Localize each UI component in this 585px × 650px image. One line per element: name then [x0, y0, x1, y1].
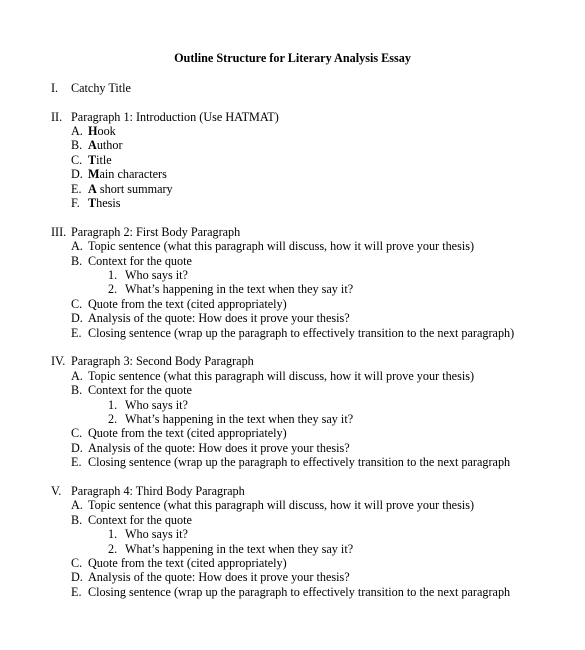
- acronym-initial: H: [88, 124, 98, 138]
- item-text: Quote from the text (cited appropriately): [88, 426, 287, 440]
- subitem-text: Who says it?: [125, 527, 188, 541]
- item-letter: E.: [71, 326, 82, 340]
- subitem-text: Who says it?: [125, 268, 188, 282]
- item-text: Topic sentence (what this paragraph will discuss, how it will prove your thesis): [88, 369, 475, 383]
- item-letter: B.: [71, 138, 83, 152]
- acronym-initial: A: [88, 138, 97, 152]
- item-text: [88, 124, 116, 138]
- item-letter: B.: [71, 513, 83, 527]
- item-letter: A.: [71, 239, 83, 253]
- item-text: Context for the quote: [88, 513, 192, 527]
- item-text-rest: uthor: [96, 138, 123, 152]
- subitem-number: 2.: [108, 412, 118, 426]
- item-text: Topic sentence (what this paragraph will discuss, how it will prove your thesis): [88, 239, 475, 253]
- item-text-rest: short summary: [96, 182, 173, 196]
- subitem-number: 1.: [108, 398, 118, 412]
- item-text-rest: ain characters: [99, 167, 167, 181]
- subitem-text: What’s happening in the text when they say it?: [125, 412, 354, 426]
- item-text: Analysis of the quote: How does it prove your thesis?: [88, 570, 350, 584]
- subitem-text: Who says it?: [125, 398, 188, 412]
- acronym-initial: T: [88, 196, 97, 210]
- item-text: Context for the quote: [88, 254, 192, 268]
- section-number: IV.: [51, 354, 66, 368]
- subitem-number: 2.: [108, 542, 118, 556]
- item-letter: A.: [71, 498, 83, 512]
- acronym-initial: M: [88, 167, 100, 181]
- item-text-rest: ook: [97, 124, 116, 138]
- item-text: Topic sentence (what this paragraph will discuss, how it will prove your thesis): [88, 498, 475, 512]
- document-title: Outline Structure for Literary Analysis Essay: [174, 51, 411, 65]
- subitem-text: What’s happening in the text when they say it?: [125, 542, 354, 556]
- item-letter: D.: [71, 441, 83, 455]
- item-letter: D.: [71, 167, 83, 181]
- item-text: [88, 167, 167, 181]
- item-text: [88, 182, 173, 196]
- section-number: III.: [51, 225, 67, 239]
- item-text: Quote from the text (cited appropriately): [88, 556, 287, 570]
- item-letter: C.: [71, 556, 83, 570]
- section-heading: Paragraph 4: Third Body Paragraph: [71, 484, 245, 498]
- item-text-rest: itle: [96, 153, 112, 167]
- section-heading: Paragraph 3: Second Body Paragraph: [71, 354, 254, 368]
- item-text-rest: hesis: [96, 196, 121, 210]
- item-text: Closing sentence (wrap up the paragraph to effectively transition to the next paragraph): [88, 326, 515, 340]
- subitem-number: 2.: [108, 282, 118, 296]
- item-letter: F.: [71, 196, 80, 210]
- item-text: Analysis of the quote: How does it prove your thesis?: [88, 441, 350, 455]
- item-text: Closing sentence (wrap up the paragraph to effectively transition to the next paragraph: [88, 455, 511, 469]
- item-letter: D.: [71, 570, 83, 584]
- item-letter: E.: [71, 585, 82, 599]
- section-heading: Paragraph 2: First Body Paragraph: [71, 225, 241, 239]
- acronym-initial: A: [88, 182, 97, 196]
- item-text: Context for the quote: [88, 383, 192, 397]
- item-letter: C.: [71, 297, 83, 311]
- item-text: [88, 196, 121, 210]
- item-letter: E.: [71, 182, 82, 196]
- item-letter: A.: [71, 124, 83, 138]
- section-heading: Paragraph 1: Introduction (Use HATMAT): [71, 110, 279, 124]
- item-letter: E.: [71, 455, 82, 469]
- item-text: Analysis of the quote: How does it prove your thesis?: [88, 311, 350, 325]
- section-heading: Catchy Title: [71, 81, 131, 95]
- item-text: [88, 153, 112, 167]
- item-letter: D.: [71, 311, 83, 325]
- section-number: I.: [51, 81, 59, 95]
- subitem-number: 1.: [108, 527, 118, 541]
- item-text: Closing sentence (wrap up the paragraph to effectively transition to the next paragraph: [88, 585, 511, 599]
- item-text: [88, 138, 123, 152]
- acronym-initial: T: [88, 153, 97, 167]
- section-number: V.: [51, 484, 62, 498]
- item-letter: A.: [71, 369, 83, 383]
- item-letter: B.: [71, 254, 83, 268]
- section-number: II.: [51, 110, 63, 124]
- subitem-number: 1.: [108, 268, 118, 282]
- item-letter: C.: [71, 153, 83, 167]
- item-letter: B.: [71, 383, 83, 397]
- subitem-text: What’s happening in the text when they say it?: [125, 282, 354, 296]
- item-letter: C.: [71, 426, 83, 440]
- item-text: Quote from the text (cited appropriately): [88, 297, 287, 311]
